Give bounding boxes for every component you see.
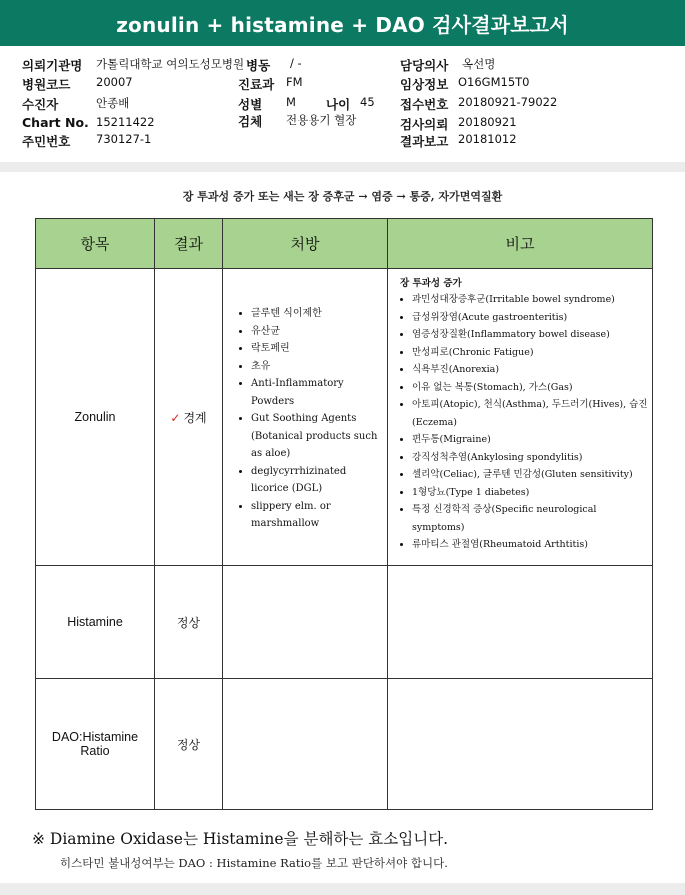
list-item: • Anti-Inflammatory Powders <box>251 375 383 410</box>
table-row <box>36 679 653 810</box>
note-cell <box>388 679 653 810</box>
list-item: • 편두통(Migraine) <box>412 431 648 449</box>
list-item: • 초유 <box>251 358 383 376</box>
subtitle: 장 투과성 증가 또는 새는 장 증후군 → 염증 → 통증, 자가면역질환 <box>182 190 503 203</box>
patient-label: 수진자 <box>22 97 59 112</box>
receipt-label: 접수번호 <box>400 97 449 112</box>
list-item: • 락토페린 <box>251 340 383 358</box>
result-table <box>35 218 653 810</box>
report-date-label: 결과보고 <box>400 134 449 149</box>
list-item: • 아토피(Atopic), 천식(Asthma), 두드러기(Hives), 습진(Eczema) <box>412 396 648 431</box>
note-list <box>388 291 652 554</box>
bottom-band <box>0 883 685 895</box>
note-cell <box>388 269 653 566</box>
table-header-row <box>36 219 653 269</box>
list-item: • 류마티스 관절염(Rheumatoid Arthtitis) <box>412 536 648 554</box>
prescription-list <box>223 269 387 533</box>
hospital-value: 가톨릭대학교 여의도성모병원 <box>96 57 245 71</box>
result-dao-ratio: 정상 <box>155 679 223 810</box>
report-title: zonulin + histamine + DAO 검사결과보고서 <box>0 0 685 46</box>
note-title: 장 투과성 증가 <box>400 278 462 289</box>
note-cell <box>388 566 653 679</box>
hospital-label: 의뢰기관명 <box>22 58 83 73</box>
result-cell <box>155 269 223 566</box>
ward-label: 병동 <box>246 58 271 73</box>
dept-value: FM <box>286 75 303 89</box>
list-item: • 유산균 <box>251 323 383 341</box>
list-item: • deglycyrrhizinated licorice (DGL) <box>251 463 383 498</box>
list-item: • 글루텐 식이제한 <box>251 305 383 323</box>
header-item: 항목 <box>36 219 155 269</box>
list-item: • 강직성척추염(Ankylosing spondylitis) <box>412 449 648 467</box>
list-item: • 이유 없는 복통(Stomach), 가스(Gas) <box>412 379 648 397</box>
checkmark-icon: ✓ <box>170 410 181 425</box>
ward-value: / - <box>290 56 302 70</box>
code-value: 20007 <box>96 75 133 89</box>
header-prescription: 처방 <box>223 219 388 269</box>
dept-label: 진료과 <box>238 77 275 92</box>
footer-subnote: 히스타민 불내성여부는 DAO : Histamine Ratio를 보고 판단하셔야 합니다. <box>60 856 448 870</box>
list-item: • 만성피로(Chronic Fatigue) <box>412 344 648 362</box>
list-item: • 급성위장염(Acute gastroenteritis) <box>412 309 648 327</box>
list-item: • 특정 신경학적 증상(Specific neurological symptoms) <box>412 501 648 536</box>
rrn-label: 주민번호 <box>22 134 71 149</box>
doctor-value: 옥선명 <box>462 57 496 71</box>
list-item: • 셀리악(Celiac), 글루텐 민감성(Gluten sensitivity) <box>412 466 648 484</box>
receipt-value: 20180921-79022 <box>458 95 558 109</box>
patient-info-panel <box>0 46 685 162</box>
request-label: 검사의뢰 <box>400 117 449 132</box>
table-row <box>36 566 653 679</box>
list-item: • 과민성대장증후군(Irritable bowel syndrome) <box>412 291 648 309</box>
item-histamine: Histamine <box>36 566 155 679</box>
age-value: 45 <box>360 95 375 109</box>
doctor-label: 담당의사 <box>400 58 449 73</box>
list-item: • 염증성장질환(Inflammatory bowel disease) <box>412 326 648 344</box>
patient-value: 안종배 <box>96 96 130 110</box>
prescription-cell <box>223 566 388 679</box>
request-value: 20180921 <box>458 115 517 129</box>
code-label: 병원코드 <box>22 77 71 92</box>
chart-label: Chart No. <box>22 115 89 130</box>
header-result: 결과 <box>155 219 223 269</box>
separator-band <box>0 162 685 172</box>
clinical-label: 임상정보 <box>400 77 449 92</box>
item-dao-ratio: DAO:Histamine Ratio <box>36 679 155 810</box>
list-item: • 식욕부진(Anorexia) <box>412 361 648 379</box>
report-date-value: 20181012 <box>458 132 517 146</box>
prescription-cell <box>223 679 388 810</box>
specimen-label: 검체 <box>238 114 263 129</box>
sex-label: 성별 <box>238 97 263 112</box>
result-histamine: 정상 <box>155 566 223 679</box>
prescription-cell <box>223 269 388 566</box>
footer-note: ※ Diamine Oxidase는 Histamine을 분해하는 효소입니다. <box>32 830 449 848</box>
table-row <box>36 269 653 566</box>
list-item: • 1형당뇨(Type 1 diabetes) <box>412 484 648 502</box>
list-item: • slippery elm. or marshmallow <box>251 498 383 533</box>
clinical-value: O16GM15T0 <box>458 75 530 89</box>
list-item: • Gut Soothing Agents (Botanical products such as aloe) <box>251 410 383 463</box>
header-note: 비고 <box>388 219 653 269</box>
chart-value: 15211422 <box>96 115 155 129</box>
age-label: 나이 <box>326 97 351 112</box>
specimen-value: 전용용기 혈장 <box>286 113 357 127</box>
item-zonulin: Zonulin <box>36 269 155 566</box>
result-zonulin: 경계 <box>183 410 207 425</box>
rrn-value: 730127-1 <box>96 132 152 146</box>
sex-value: M <box>286 95 296 109</box>
